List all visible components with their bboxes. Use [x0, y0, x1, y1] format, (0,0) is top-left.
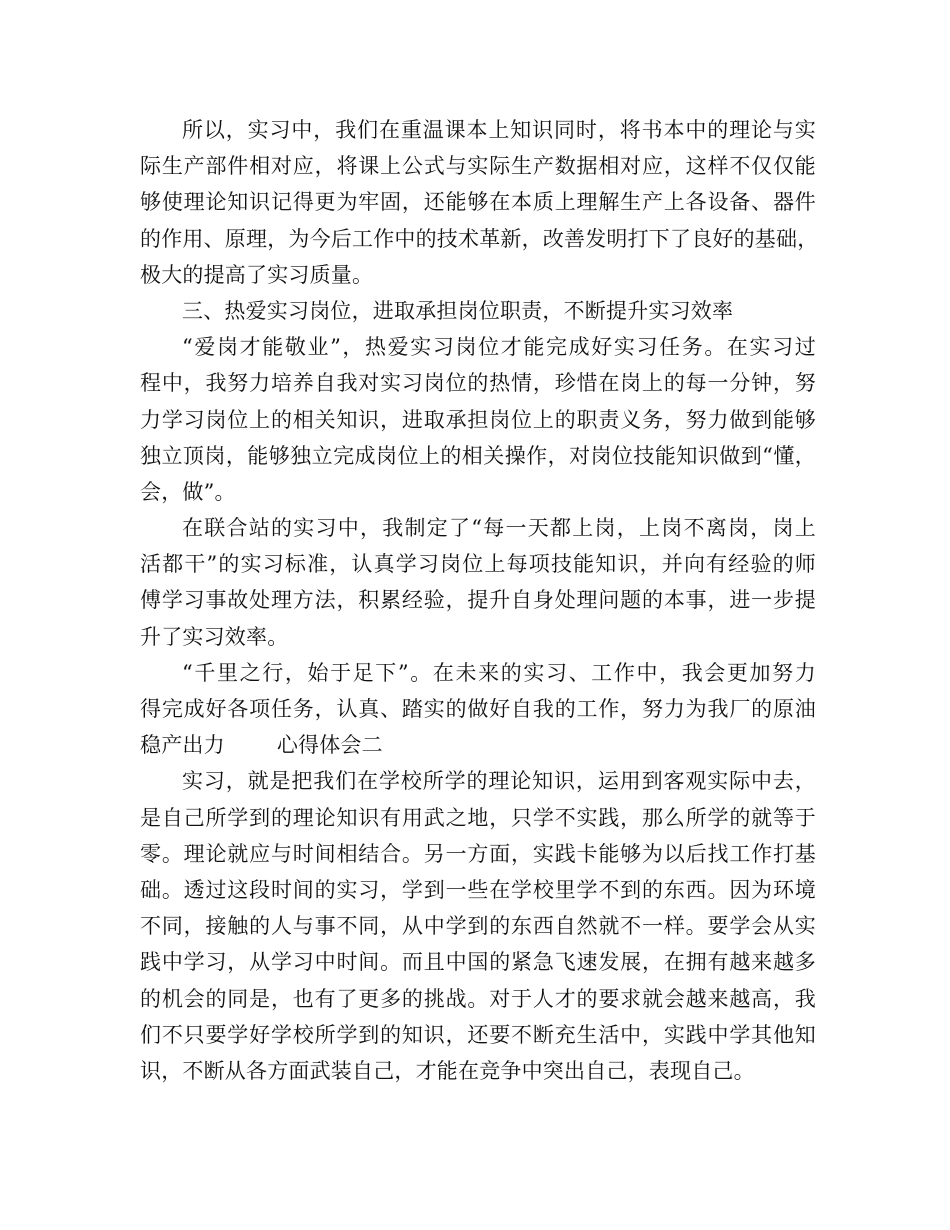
text-line: 零。理论就应与时间相结合。另一方面，实践卡能够为以后找工作打基 [140, 841, 816, 866]
paragraph-6 [140, 763, 816, 1089]
text-line [140, 727, 816, 763]
text-line: 础。透过这段时间的实习，学到一些在学校里学不到的东西。因为环境 [140, 877, 816, 902]
paragraph-1 [140, 112, 819, 293]
text-line: “千里之行，始于足下”。在未来的实习、工作中，我会更加努力 [182, 660, 816, 685]
paragraph-4 [140, 510, 816, 655]
text-line: 是自己所学到的理论知识有用武之地，只学不实践，那么所学的就等于 [140, 805, 816, 830]
document-body [140, 112, 819, 1089]
paragraph-5 [140, 655, 816, 764]
text-line: 升了实习效率。 [140, 624, 289, 649]
text-line: 极大的提高了实习质量。 [140, 262, 374, 287]
text-line: 得完成好各项任务，认真、踏实的做好自我的工作，努力为我厂的原油 [140, 697, 816, 721]
text-line: 践中学习，从学习中时间。而且中国的紧急飞速发展，在拥有越来越多 [140, 950, 816, 975]
text-line: 不同，接触的人与事不同，从中学到的东西自然就不一样。要学会从实 [140, 914, 816, 939]
text-line: “爱岗才能敬业”，热爱实习岗位才能完成好实习任务。在实习过 [182, 335, 816, 360]
text-line: 所以，实习中，我们在重温课本上知识同时，将书本中的理论与实 [182, 118, 816, 142]
text-line: 的作用、原理，为今后工作中的技术革新，改善发明打下了良好的基础， [140, 226, 819, 251]
text-line: 在联合站的实习中，我制定了“每一天都上岗，上岗不离岗，岗上 [182, 516, 816, 541]
text-line: 实习，就是把我们在学校所学的理论知识，运用到客观实际中去， [182, 769, 816, 794]
section-heading-xinde-two: 心得体会二 [276, 733, 383, 758]
text-line: 的机会的同是，也有了更多的挑战。对于人才的要求就会越来越高，我 [140, 986, 816, 1011]
text-line: 会，做”。 [140, 479, 236, 504]
text-line: 独立顶岗，能够独立完成岗位上的相关操作，对岗位技能知识做到“懂， [140, 443, 816, 468]
text-line: 程中，我努力培养自我对实习岗位的热情，珍惜在岗上的每一分钟，努 [140, 371, 816, 396]
text-line: 际生产部件相对应，将课上公式与实际生产数据相对应，这样不仅仅能 [140, 154, 816, 179]
section-heading-three: 三、热爱实习岗位，进取承担岗位职责，不断提升实习效率 [182, 298, 734, 323]
paragraph-3 [140, 329, 816, 510]
paragraph-tail-text: 稳产出力 [140, 733, 225, 758]
paragraph-2 [140, 293, 816, 329]
text-line: 活都干”的实习标准，认真学习岗位上每项技能知识，并向有经验的师 [140, 552, 816, 577]
text-line: 力学习岗位上的相关知识，进取承担岗位上的职责义务，努力做到能够 [140, 407, 816, 432]
text-line: 够使理论知识记得更为牢固，还能够在本质上理解生产上各设备、器件 [140, 190, 816, 215]
text-line: 识，不断从各方面武装自己，才能在竞争中突出自己，表现自己。 [140, 1058, 755, 1083]
text-line: 们不只要学好学校所学到的知识，还要不断充生活中，实践中学其他知 [140, 1022, 816, 1047]
text-line: 傅学习事故处理方法，积累经验，提升自身处理问题的本事，进一步提 [140, 588, 816, 613]
